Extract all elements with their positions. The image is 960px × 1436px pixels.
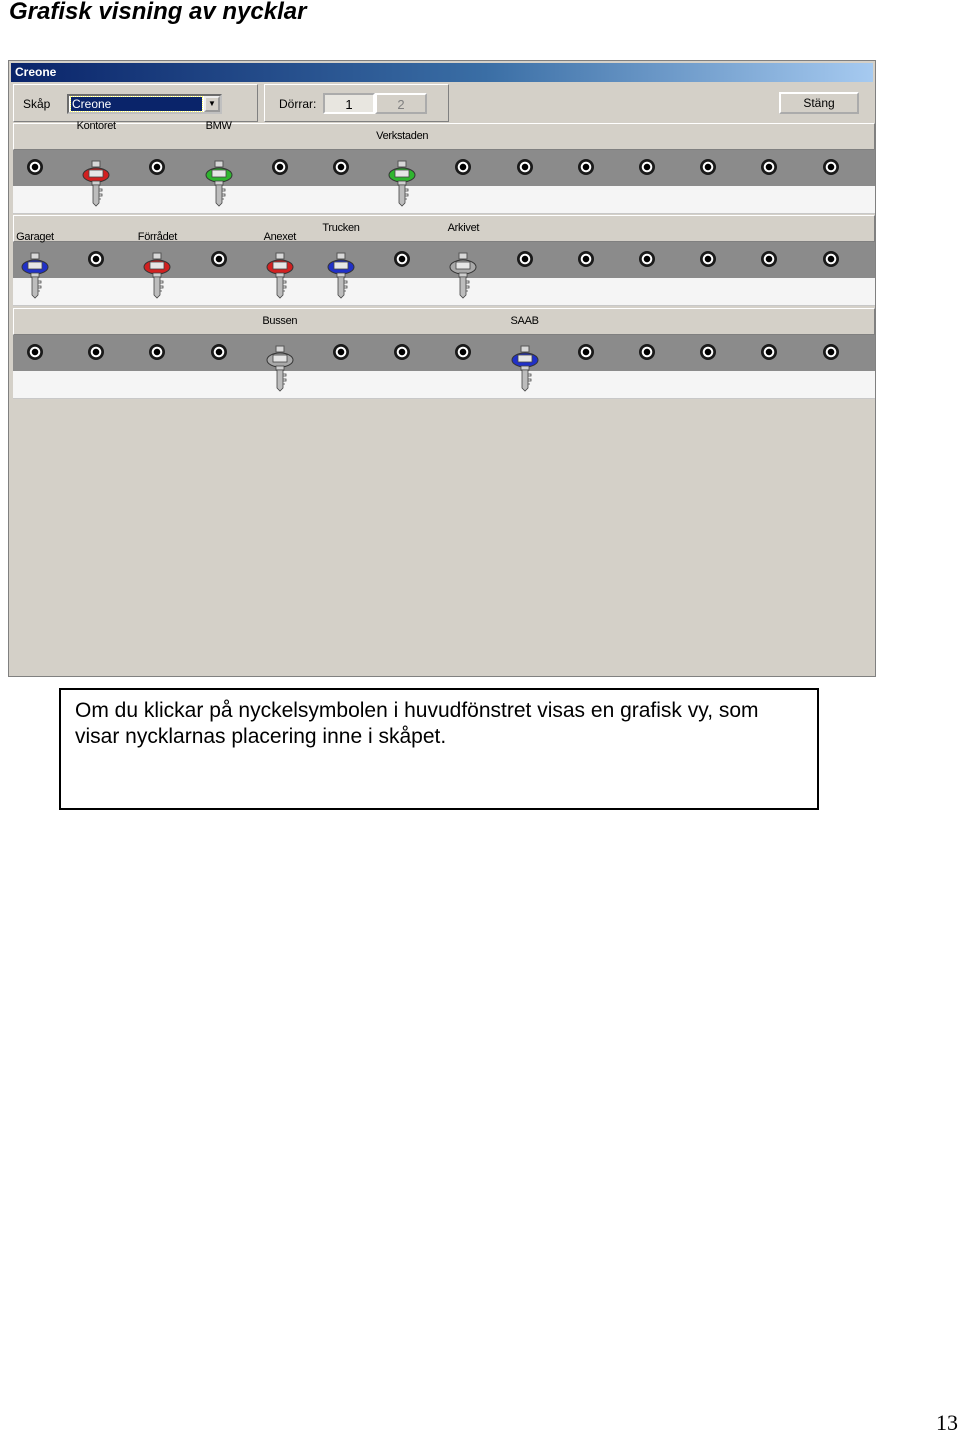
empty-hook-icon[interactable] xyxy=(211,344,227,360)
hook-row-base xyxy=(13,371,875,399)
empty-hook-icon[interactable] xyxy=(272,159,288,175)
key-label: Anexet xyxy=(263,231,297,243)
chevron-down-icon[interactable]: ▼ xyxy=(204,96,220,112)
key-icon[interactable] xyxy=(325,251,357,299)
cabinet-select[interactable] xyxy=(67,94,222,114)
empty-hook-icon[interactable] xyxy=(333,159,349,175)
empty-hook-icon[interactable] xyxy=(578,251,594,267)
door-tab-1[interactable]: 1 xyxy=(323,93,375,114)
empty-hook-icon[interactable] xyxy=(639,344,655,360)
key-icon[interactable] xyxy=(447,251,479,299)
hook-row-label-strip xyxy=(13,123,875,150)
empty-hook-icon[interactable] xyxy=(578,344,594,360)
key-label: Trucken xyxy=(322,222,360,234)
key-label: BMW xyxy=(205,120,232,132)
key-label: SAAB xyxy=(510,315,539,327)
window-titlebar[interactable] xyxy=(11,63,873,82)
hook-row-label-strip xyxy=(13,308,875,335)
door-tab-2[interactable]: 2 xyxy=(375,93,427,114)
empty-hook-icon[interactable] xyxy=(639,251,655,267)
hook-row-base xyxy=(13,186,875,214)
key-label: Verkstaden xyxy=(376,130,429,142)
document-heading: Grafisk visning av nycklar xyxy=(9,0,307,25)
key-icon[interactable] xyxy=(264,344,296,392)
doors-label: Dörrar: xyxy=(279,97,317,111)
key-icon[interactable] xyxy=(19,251,51,299)
empty-hook-icon[interactable] xyxy=(333,344,349,360)
key-label: Garaget xyxy=(16,231,54,243)
key-label: Arkivet xyxy=(447,222,480,234)
empty-hook-icon[interactable] xyxy=(823,159,839,175)
hook-row xyxy=(13,120,875,215)
key-icon[interactable] xyxy=(80,159,112,207)
cabinet-select-value: Creone xyxy=(71,97,202,111)
empty-hook-icon[interactable] xyxy=(823,251,839,267)
empty-hook-icon[interactable] xyxy=(27,159,43,175)
page-number: 13 xyxy=(936,1410,958,1435)
key-icon[interactable] xyxy=(509,344,541,392)
key-icon[interactable] xyxy=(203,159,235,207)
key-icon[interactable] xyxy=(141,251,173,299)
key-cabinet-window xyxy=(8,60,876,677)
empty-hook-icon[interactable] xyxy=(639,159,655,175)
empty-hook-icon[interactable] xyxy=(517,159,533,175)
hook-rail xyxy=(13,150,875,186)
empty-hook-icon[interactable] xyxy=(211,251,227,267)
cabinet-label: Skåp xyxy=(23,97,51,111)
empty-hook-icon[interactable] xyxy=(27,344,43,360)
key-icon[interactable] xyxy=(386,159,418,207)
empty-hook-icon[interactable] xyxy=(517,251,533,267)
hook-rail xyxy=(13,335,875,371)
close-button[interactable]: Stäng xyxy=(779,92,859,114)
hook-row xyxy=(13,215,875,307)
key-label: Kontoret xyxy=(76,120,116,132)
window-title: Creone xyxy=(15,65,57,79)
key-icon[interactable] xyxy=(264,251,296,299)
caption-box xyxy=(59,688,819,810)
empty-hook-icon[interactable] xyxy=(578,159,594,175)
empty-hook-icon[interactable] xyxy=(823,344,839,360)
caption-text: Om du klickar på nyckelsymbolen i huvudfönstret visas en grafisk vy, som visar nycklarnas placering inne i skåpet. xyxy=(75,699,759,748)
hook-row xyxy=(13,308,875,400)
key-label: Bussen xyxy=(262,315,298,327)
key-label: Förrådet xyxy=(137,231,177,243)
